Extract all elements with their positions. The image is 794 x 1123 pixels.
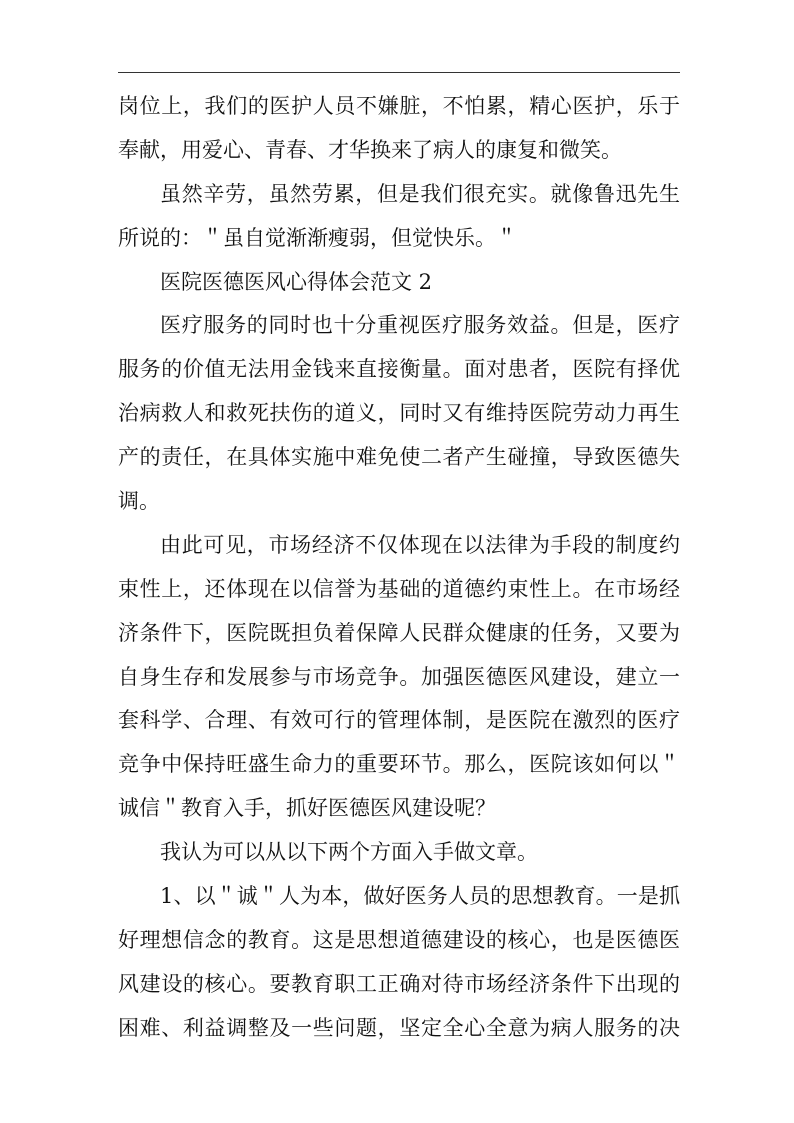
text-line: 1、以＂诚＂人为本，做好医务人员的思想教育。一是抓	[160, 884, 680, 909]
text-line: 竞争中保持旺盛生命力的重要环节。那么，医院该如何以＂	[118, 752, 680, 777]
text-line: 医疗服务的同时也十分重视医疗服务效益。但是，医疗	[160, 313, 680, 338]
text-line: 所说的：＂虽自觉渐渐瘦弱，但觉快乐。＂	[118, 225, 517, 250]
section-heading: 医院医德医风心得体会范文 2	[160, 269, 433, 294]
text-line: 风建设的核心。要教育职工正确对待市场经济条件下出现的	[118, 971, 680, 996]
text-line: 束性上，还体现在以信誉为基础的道德约束性上。在市场经	[118, 576, 680, 601]
text-line: 好理想信念的教育。这是思想道德建设的核心，也是医德医	[118, 927, 680, 952]
text-line: 我认为可以从以下两个方面入手做文章。	[160, 840, 538, 865]
text-line: 济条件下，医院既担负着保障人民群众健康的任务，又要为	[118, 620, 680, 645]
header-rule	[118, 72, 680, 73]
document-body	[118, 94, 680, 1060]
text-line: 自身生存和发展参与市场竞争。加强医德医风建设，建立一	[118, 664, 680, 689]
text-line: 虽然辛劳，虽然劳累，但是我们很充实。就像鲁迅先生	[160, 181, 680, 206]
text-line: 由此可见，市场经济不仅体现在以法律为手段的制度约	[160, 532, 680, 557]
text-line: 诚信＂教育入手，抓好医德医风建设呢？	[118, 796, 496, 821]
text-line: 治病救人和救死扶伤的道义，同时又有维持医院劳动力再生	[118, 401, 680, 426]
text-line: 岗位上，我们的医护人员不嫌脏，不怕累，精心医护，乐于	[118, 94, 680, 118]
text-line: 套科学、合理、有效可行的管理体制，是医院在激烈的医疗	[118, 708, 680, 733]
text-line: 产的责任，在具体实施中难免使二者产生碰撞，导致医德失	[118, 445, 680, 470]
text-line: 困难、利益调整及一些问题，坚定全心全意为病人服务的决	[118, 1015, 680, 1040]
text-line: 调。	[118, 489, 160, 514]
text-line: 奉献，用爱心、青春、才华换来了病人的康复和微笑。	[118, 137, 622, 162]
text-line: 服务的价值无法用金钱来直接衡量。面对患者，医院有择优	[118, 357, 680, 382]
